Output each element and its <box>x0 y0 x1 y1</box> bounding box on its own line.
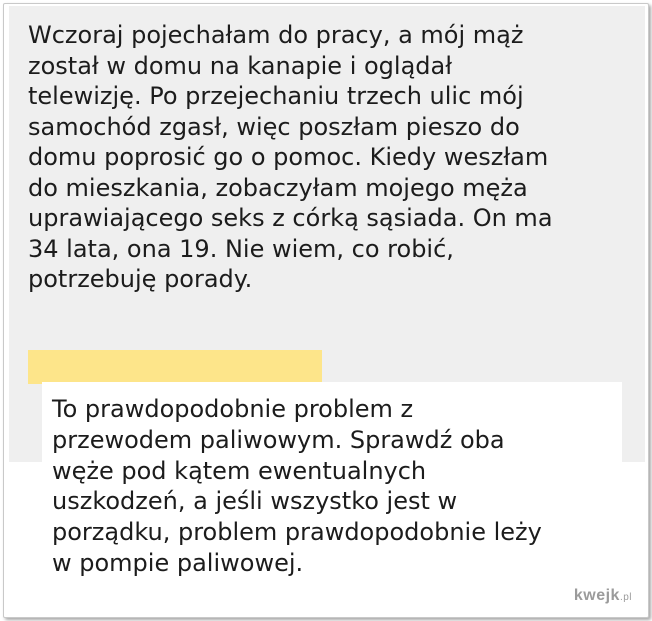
reply-text: To prawdopodobnie problem z przewodem paliwowym. Sprawdź oba węże pod kątem ewentualnych uszkodzeń, a jeśli wszystko jest w porządku, problem prawdopodobnie leży w pompie paliwowej. <box>52 395 542 577</box>
watermark-tld: .pl <box>619 592 632 603</box>
screenshot-frame <box>3 3 649 618</box>
kwejk-watermark <box>574 587 632 605</box>
post-text: Wczoraj pojechałam do pracy, a mój mąż został w domu na kanapie i oglądał telewizję. Po przejechaniu trzech ulic mój samochód zgasł, więc poszłam pieszo do domu poprosić go o pomoc. Kiedy weszłam do mieszkania, zobaczyłam mojego męża uprawiającego seks z córką sąsiada. On ma 34 lata, ona 19. Nie wiem, co robić, potrzebuję porady. <box>28 21 553 293</box>
reply-comment <box>42 382 622 616</box>
watermark-name: kwejk <box>573 587 620 604</box>
redacted-name-bar <box>28 350 322 384</box>
